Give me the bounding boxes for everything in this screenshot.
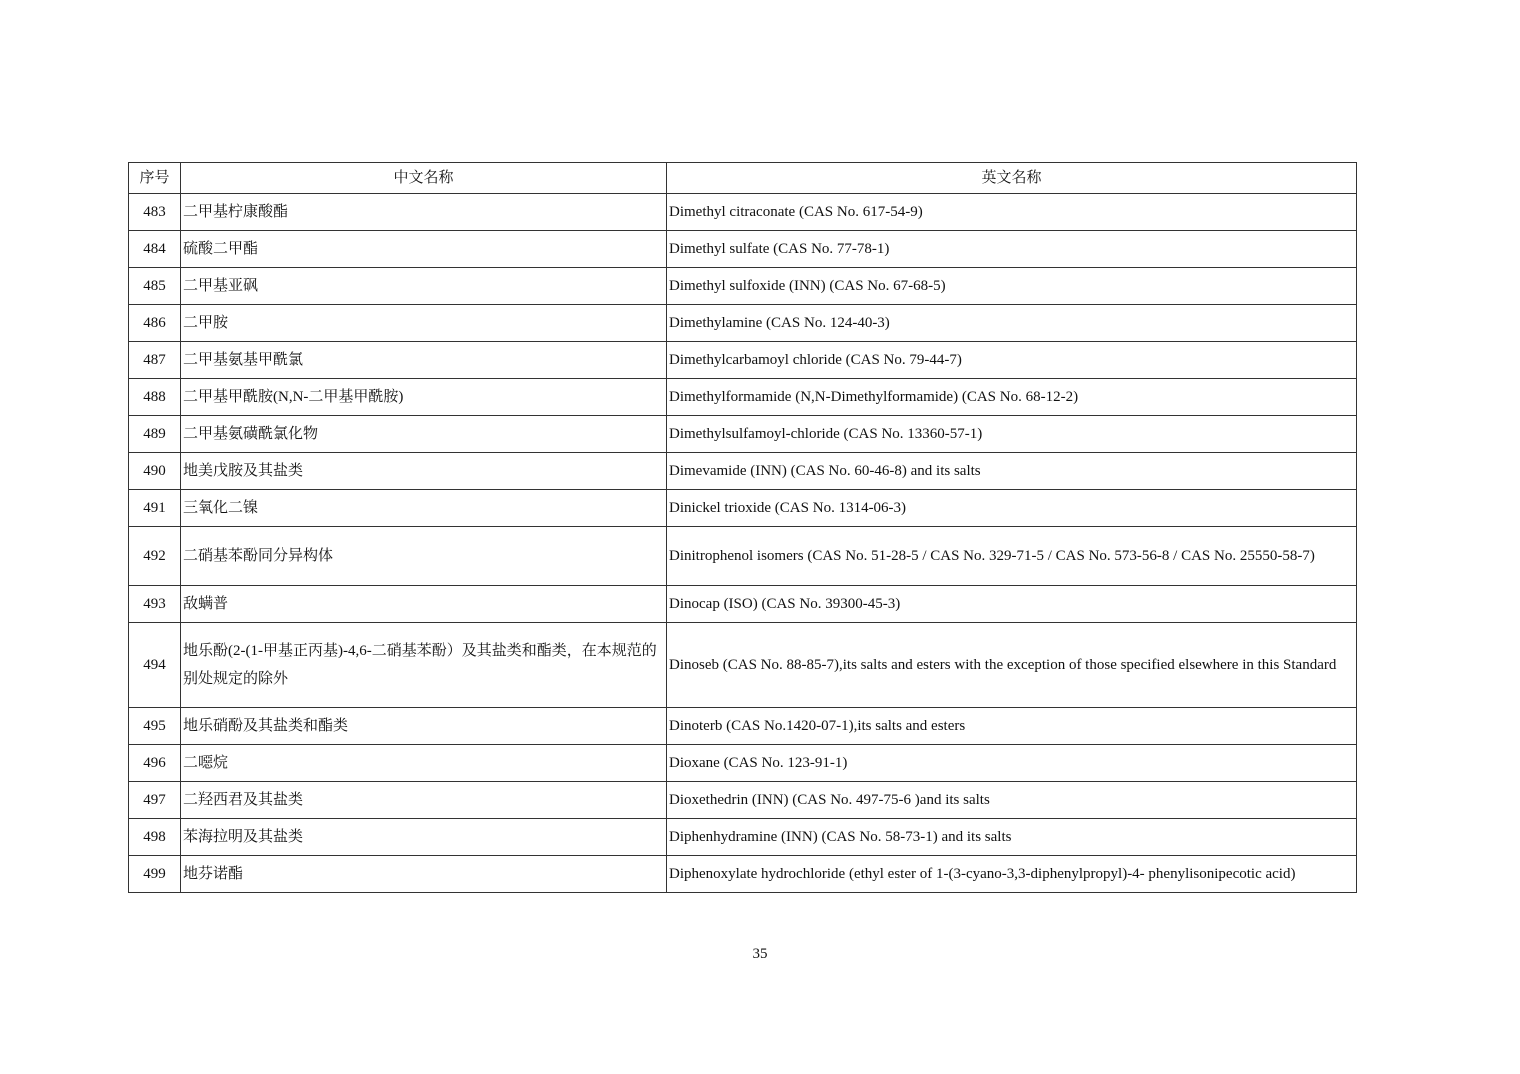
row-chinese-name: 地乐硝酚及其盐类和酯类 (181, 708, 667, 745)
row-number: 491 (129, 490, 181, 527)
row-english-name: Dimethylcarbamoyl chloride (CAS No. 79-44-7) (667, 342, 1357, 379)
header-english-name: 英文名称 (667, 163, 1357, 194)
table-row (129, 782, 1357, 819)
table-row (129, 416, 1357, 453)
row-chinese-name: 二甲基甲酰胺(N,N-二甲基甲酰胺) (181, 379, 667, 416)
row-english-name: Dioxane (CAS No. 123-91-1) (667, 745, 1357, 782)
row-number: 495 (129, 708, 181, 745)
row-number: 496 (129, 745, 181, 782)
table-header-row (129, 163, 1357, 194)
row-chinese-name: 地美戊胺及其盐类 (181, 453, 667, 490)
row-number: 485 (129, 268, 181, 305)
row-english-name: Dimevamide (INN) (CAS No. 60-46-8) and its salts (667, 453, 1357, 490)
row-english-name: Dimethyl sulfate (CAS No. 77-78-1) (667, 231, 1357, 268)
row-english-name: Dimethylformamide (N,N-Dimethylformamide) (CAS No. 68-12-2) (667, 379, 1357, 416)
row-chinese-name: 二甲基氨磺酰氯化物 (181, 416, 667, 453)
page-number: 35 (752, 946, 768, 962)
header-chinese-name: 中文名称 (181, 163, 667, 194)
row-chinese-name: 地乐酚(2-(1-甲基正丙基)-4,6-二硝基苯酚）及其盐类和酯类，在本规范的别处规定的除外 (181, 623, 667, 708)
table-row (129, 819, 1357, 856)
row-number: 499 (129, 856, 181, 893)
row-chinese-name: 三氧化二镍 (181, 490, 667, 527)
row-number: 484 (129, 231, 181, 268)
row-english-name: Diphenoxylate hydrochloride (ethyl ester of 1-(3-cyano-3,3-diphenylpropyl)-4- phenylisonipecotic acid) (667, 856, 1357, 893)
row-chinese-name: 苯海拉明及其盐类 (181, 819, 667, 856)
row-number: 483 (129, 194, 181, 231)
row-number: 489 (129, 416, 181, 453)
row-english-name: Dimethyl sulfoxide (INN) (CAS No. 67-68-5) (667, 268, 1357, 305)
table-row (129, 342, 1357, 379)
row-english-name: Diphenhydramine (INN) (CAS No. 58-73-1) and its salts (667, 819, 1357, 856)
row-chinese-name: 二甲胺 (181, 305, 667, 342)
row-number: 498 (129, 819, 181, 856)
table-row (129, 268, 1357, 305)
row-english-name: Dimethylamine (CAS No. 124-40-3) (667, 305, 1357, 342)
table-row (129, 379, 1357, 416)
row-number: 490 (129, 453, 181, 490)
row-number: 492 (129, 527, 181, 586)
table-row (129, 856, 1357, 893)
table-row (129, 527, 1357, 586)
row-number: 487 (129, 342, 181, 379)
row-chinese-name: 二噁烷 (181, 745, 667, 782)
row-chinese-name: 二甲基亚砜 (181, 268, 667, 305)
row-english-name: Dinitrophenol isomers (CAS No. 51-28-5 / CAS No. 329-71-5 / CAS No. 573-56-8 / CAS No. 25550-58-7) (667, 527, 1357, 586)
table-row (129, 708, 1357, 745)
row-english-name: Dinoterb (CAS No.1420-07-1),its salts and esters (667, 708, 1357, 745)
table-row (129, 305, 1357, 342)
row-chinese-name: 敌螨普 (181, 586, 667, 623)
table-row (129, 453, 1357, 490)
row-chinese-name: 二羟西君及其盐类 (181, 782, 667, 819)
row-english-name: Dinickel trioxide (CAS No. 1314-06-3) (667, 490, 1357, 527)
row-chinese-name: 二硝基苯酚同分异构体 (181, 527, 667, 586)
table-row (129, 745, 1357, 782)
row-english-name: Dinocap (ISO) (CAS No. 39300-45-3) (667, 586, 1357, 623)
table-row (129, 623, 1357, 708)
table-row (129, 194, 1357, 231)
row-number: 488 (129, 379, 181, 416)
row-number: 494 (129, 623, 181, 708)
row-english-name: Dimethyl citraconate (CAS No. 617-54-9) (667, 194, 1357, 231)
table-row (129, 490, 1357, 527)
row-chinese-name: 地芬诺酯 (181, 856, 667, 893)
row-chinese-name: 二甲基柠康酸酯 (181, 194, 667, 231)
row-chinese-name: 硫酸二甲酯 (181, 231, 667, 268)
row-number: 486 (129, 305, 181, 342)
substance-table (128, 162, 1357, 893)
table-row (129, 586, 1357, 623)
header-serial-number: 序号 (129, 163, 181, 194)
row-english-name: Dimethylsulfamoyl-chloride (CAS No. 13360-57-1) (667, 416, 1357, 453)
row-number: 493 (129, 586, 181, 623)
row-chinese-name: 二甲基氨基甲酰氯 (181, 342, 667, 379)
row-number: 497 (129, 782, 181, 819)
row-english-name: Dioxethedrin (INN) (CAS No. 497-75-6 )and its salts (667, 782, 1357, 819)
row-english-name: Dinoseb (CAS No. 88-85-7),its salts and esters with the exception of those specified elsewhere in this Standard (667, 623, 1357, 708)
table-row (129, 231, 1357, 268)
